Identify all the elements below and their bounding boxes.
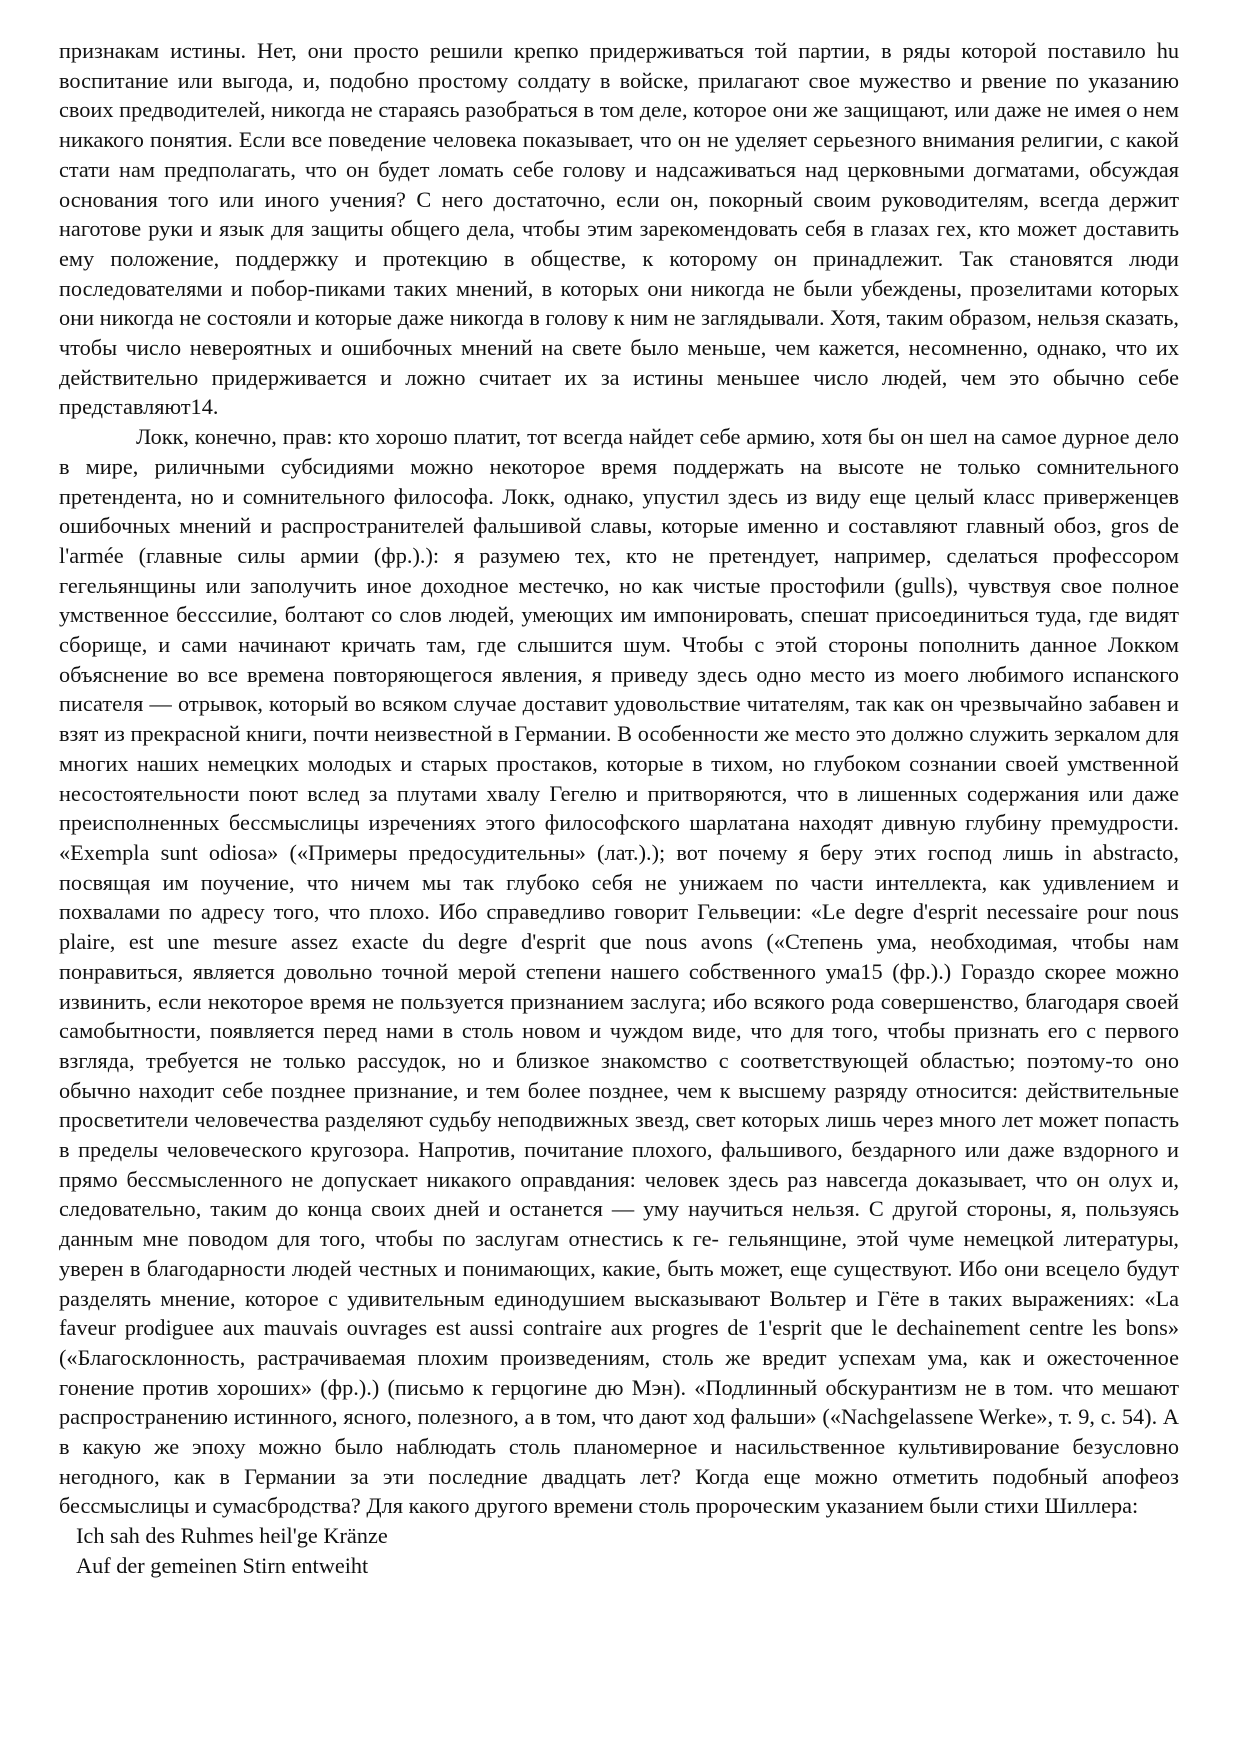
- verse-line-1: Ich sah des Ruhmes heil'ge Kränze: [76, 1523, 388, 1549]
- verse-line-2: Auf der gemeinen Stirn entweiht: [76, 1552, 369, 1578]
- paragraph-2: Локк, конечно, прав: кто хорошо платит, тот всегда найдет себе армию, хотя бы он шел на самое дурное дело в мире, риличными субсидиями можно некоторое время поддержать на высоте не только сомнительного претендента, но и сомнительного философа. Локк, однако, упустил здесь из виду еще целый класс приверженцев ошибочных мнений и распространителей фальшивой славы, которые именно и составляют главный обоз, gros de l'armée (главные силы армии (фр.).): я разумею тех, кто не претендует, например, сделаться профессором гегельянщины или заполучить иное доходное местечко, но как чистые простофили (gulls), чувствуя свое полное умственное бесссилие, болтают со слов людей, умеющих им импонировать, спешат присоединиться туда, где видят сборище, и сами начинают кричать там, где слышится шум. Чтобы с этой стороны пополнить данное Локком объяснение во все времена повторяющегося явления, я приведу здесь одно место из моего любимого испанского писателя — отрывок, который во всяком случае доставит удовольствие читателям, так как он чрезвычайно забавен и взят из прекрасной книги, почти неизвестной в Германии. В особенности же место это должно служить зеркалом для многих наших немецких молодых и старых простаков, которые в тихом, но глубоком сознании своей умственной несостоятельности поют вслед за плутами хвалу Гегелю и притворяются, что в лишенных содержания или даже преисполненных бессмыслицы изречениях этого философского шарлатана находят дивную глубину премудрости. «Exempla sunt odiosa» («Примеры предосудительны» (лат.).); вот почему я беру этих господ лишь in abstracto, посвящая им поучение, что ничем мы так глубоко себя не унижаем по части интеллекта, как удивлением и похвалами по адресу того, что плохо. Ибо справедливо говорит Гельвеции: «Le degre d'esprit necessaire pour nous plaire, est une mesure assez exacte du degre d'esprit que nous avons («Степень ума, необходимая, чтобы нам понравиться, является довольно точной мерой степени нашего собственного ума15 (фр.).) Гораздо скорее можно извинить, если некоторое время не пользуется признанием заслуга; ибо всякого рода совершенство, благодаря своей самобытности, появляется перед нами в столь новом и чуждом виде, что для того, чтобы признать его с первого взгляда, требуется не только рассудок, но и близкое знакомство с соответствующей областью; поэтому-то оно обычно находит себе позднее признание, и тем более позднее, чем к высшему разряду относится: действительные просветители человечества разделяют судьбу неподвижных звезд, свет которых лишь через много лет может попасть в пределы человеческого кругозора. Напротив, почитание плохого, фальшивого, бездарного или даже вздорного и прямо бессмысленного не допускает никакого оправдания: человек здесь раз навсегда доказывает, что он олух и, следовательно, таким до конца своих дней и останется — уму научиться нельзя. С другой стороны, я, пользуясь данным мне поводом для того, чтобы по заслугам отнестись к ге- гельянщине, этой чуме немецкой литературы, уверен в благодарности людей честных и понимающих, какие, быть может, еще существуют. Ибо они всецело будут разделять мнение, которое с удивительным единодушием высказывают Вольтер и Гёте в таких выражениях: «La faveur prodiguee aux mauvais ouvrages est aussi contraire aux progres de 1'esprit que le dechainement centre les bons» («Благосклонность, растрачиваемая плохим произведениям, столь же вредит успехам ума, как и ожесточенное гонение против хороших» (фр.).) (письмо к герцогине дю Мэн). «Подлинный обскурантизм не в том. что мешают распространению истинного, ясного, полезного, а в том, что дают ход фальши» («Nachgelassene Werke», т. 9, с. 54). А в какую же эпоху можно было наблюдать столь планомерное и насильственное культивирование безусловно негодного, как в Германии за эти последние двадцать лет? Когда еще можно отметить подобный апофеоз бессмыслицы и сумасбродства? Для какого другого времени столь пророческим указанием были стихи Шиллера:: [59, 424, 1179, 1519]
- verse-quote: [59, 1521, 1179, 1580]
- paragraph-1: признакам истины. Нет, они просто решили крепко придерживаться той партии, в ряды которой поставило hu воспитание или выгода, и, подобно простому солдату в войске, прилагают свое мужество и рвение по указанию своих предводителей, никогда не стараясь разобраться в том деле, которое они же защищают, или даже не имея о нем никакого понятия. Если все поведение человека показывает, что он не уделяет серьезного внимания религии, с какой стати нам предполагать, что он будет ломать себе голову и надсаживаться над церковными догматами, обсуждая основания того или иного учения? С него достаточно, если он, покорный своим руководителям, всегда держит наготове руки и язык для защиты общего дела, чтобы этим зарекомендовать себя в глазах гех, кто может доставить ему положение, поддержку и протекцию в обществе, к которому он принадлежит. Так становятся люди последователями и побор-пиками таких мнений, в которых они никогда не были убеждены, прозелитами которых они никогда не состояли и которые даже никогда в голову к ним не заглядывали. Хотя, таким образом, нельзя сказать, чтобы число невероятных и ошибочных мнений на свете было меньше, чем кажется, несомненно, однако, что их действительно придерживается и ложно считает их за истины меньшее число людей, чем это обычно себе представляют14.: [59, 38, 1179, 420]
- document-page: [59, 36, 1179, 1580]
